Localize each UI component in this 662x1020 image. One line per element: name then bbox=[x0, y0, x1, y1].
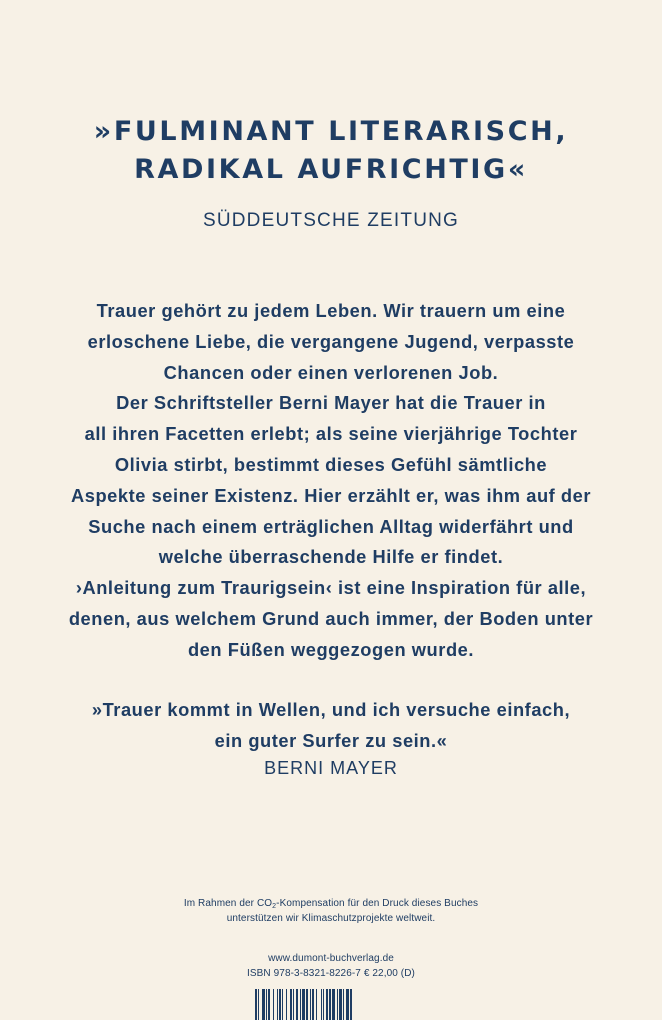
blurb-line: Der Schriftsteller Berni Mayer hat die Trauer in bbox=[116, 392, 546, 414]
headline-line: RADIKAL AUFRICHTIG« bbox=[134, 154, 528, 185]
headline-quote bbox=[0, 113, 662, 189]
barcode bbox=[255, 989, 408, 1020]
co2-subscript: 2 bbox=[272, 903, 277, 910]
co2-note-line bbox=[0, 896, 662, 911]
co2-text-before: Im Rahmen der CO bbox=[183, 898, 273, 909]
blurb-line: den Füßen weggezogen wurde. bbox=[187, 638, 475, 660]
blurb-line: denen, aus welchem Grund auch immer, der Boden unter bbox=[68, 607, 594, 629]
author-quote-line: ein guter Surfer zu sein.« bbox=[214, 729, 448, 751]
author-quote-line: »Trauer kommt in Wellen, und ich versuche einfach, bbox=[91, 699, 571, 720]
blurb-line: welche überraschende Hilfe er findet. bbox=[158, 546, 504, 568]
co2-text-after: -Kompensation für den Druck dieses Buches bbox=[276, 898, 479, 909]
barcode-gap bbox=[352, 989, 353, 1020]
isbn-price: ISBN 978-3-8321-8226-7 € 22,00 (D) bbox=[247, 968, 415, 979]
author-quote bbox=[40, 695, 622, 757]
co2-note-line: unterstützen wir Klimaschutzprojekte weltweit. bbox=[226, 913, 436, 924]
author-quote-source: BERNI MAYER bbox=[264, 758, 398, 778]
publisher-website: www.dumont-buchverlag.de bbox=[268, 953, 394, 964]
blurb-line: ›Anleitung zum Traurigsein‹ ist eine Inspiration für alle, bbox=[75, 577, 587, 599]
blurb-line: Olivia stirbt, bestimmt dieses Gefühl sämtliche bbox=[114, 453, 548, 475]
blurb-line: Suche nach einem erträglichen Alltag widerfährt und bbox=[88, 515, 574, 537]
headline-line: »FULMINANT LITERARISCH, bbox=[93, 116, 569, 147]
blurb-line: all ihren Facetten erlebt; als seine vierjährige Tochter bbox=[84, 423, 578, 445]
headline-source: SÜDDEUTSCHE ZEITUNG bbox=[202, 210, 460, 231]
blurb-line: Trauer gehört zu jedem Leben. Wir trauern um eine bbox=[96, 300, 566, 321]
blurb-line: erloschene Liebe, die vergangene Jugend, verpasste bbox=[87, 330, 575, 352]
blurb-line: Aspekte seiner Existenz. Hier erzählt er, was ihm auf der bbox=[70, 484, 592, 506]
blurb-text bbox=[40, 296, 622, 666]
blurb-line: Chancen oder einen verlorenen Job. bbox=[163, 361, 499, 383]
publisher-info bbox=[0, 951, 662, 981]
co2-note bbox=[0, 896, 662, 926]
